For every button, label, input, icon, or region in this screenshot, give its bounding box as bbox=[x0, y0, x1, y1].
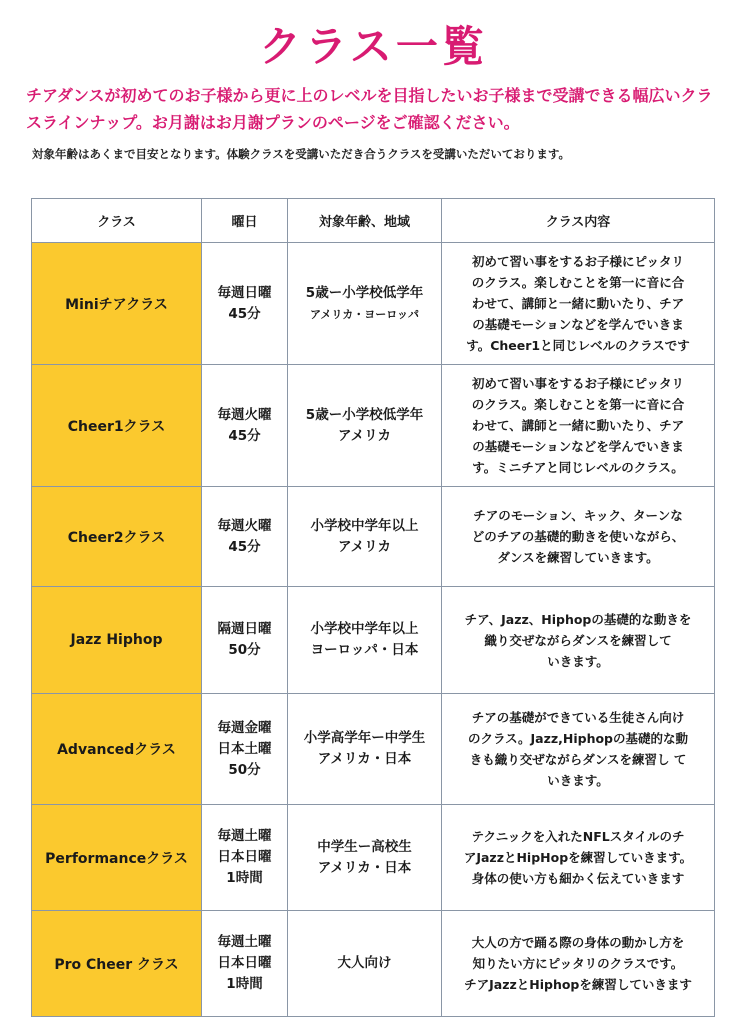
class-age-region bbox=[288, 911, 442, 1017]
desc-line: 初めて習い事をするお子様にピッタリ bbox=[471, 376, 684, 391]
desc-line: アJazzとHipHopを練習していきます。 bbox=[463, 850, 693, 865]
table-row bbox=[32, 243, 715, 365]
class-age-region bbox=[288, 487, 442, 587]
desc-line: わせて、講師と一緒に動いたり、チア bbox=[471, 296, 685, 311]
table-header-row bbox=[32, 199, 715, 243]
class-description bbox=[442, 487, 715, 587]
class-day bbox=[202, 911, 288, 1017]
header-day: 曜日 bbox=[202, 199, 288, 243]
desc-line: 知りたい方にピッタリのクラスです。 bbox=[472, 956, 684, 971]
day-line: 毎週土曜 bbox=[217, 828, 272, 844]
age-line: 小学校中学年以上 bbox=[310, 517, 419, 534]
region-line: アメリカ・日本 bbox=[317, 751, 412, 767]
region-line: アメリカ bbox=[337, 427, 392, 444]
class-description bbox=[442, 365, 715, 487]
desc-line: チア、Jazz、Hiphopの基礎的な動きを bbox=[464, 611, 692, 627]
class-table bbox=[31, 198, 715, 1017]
age-line: 中学生ー高校生 bbox=[317, 838, 412, 855]
class-day bbox=[202, 365, 288, 487]
desc-line: のクラス。Jazz,Hiphopの基礎的な動 bbox=[467, 731, 688, 746]
table-row bbox=[32, 694, 715, 805]
header-age-region: 対象年齢、地域 bbox=[288, 199, 442, 243]
desc-line: す。ミニチアと同じレベルのクラス。 bbox=[472, 460, 684, 475]
desc-line: チアのモーション、キック、ターンな bbox=[473, 508, 683, 523]
desc-line: 身体の使い方も細かく伝えていきます bbox=[471, 871, 685, 886]
table-row bbox=[32, 587, 715, 694]
age-line: 小学校中学年以上 bbox=[310, 621, 419, 637]
class-name: Pro Cheer クラス bbox=[32, 911, 202, 1017]
desc-line: 大人の方で踊る際の身体の動かし方を bbox=[471, 935, 685, 950]
desc-line: の基礎モーションなどを学んでいきま bbox=[472, 439, 684, 454]
desc-line: いきます。 bbox=[547, 653, 609, 669]
desc-line: きも織り交ぜながらダンスを練習し て bbox=[469, 752, 687, 767]
desc-line: のクラス。楽しむことを第一に音に合 bbox=[471, 275, 685, 290]
page-title: クラス一覧 bbox=[259, 22, 488, 71]
desc-line: チアJazzとHiphopを練習していきます bbox=[464, 977, 692, 992]
desc-line: わせて、講師と一緒に動いたり、チア bbox=[471, 418, 685, 433]
class-age-region bbox=[288, 243, 442, 365]
class-name: Cheer1クラス bbox=[32, 365, 202, 487]
class-day bbox=[202, 243, 288, 365]
day-line: 日本土曜 bbox=[217, 740, 272, 757]
day-line: 毎週日曜 bbox=[217, 284, 272, 301]
region-line: アメリカ・日本 bbox=[317, 859, 412, 876]
day-line: 45分 bbox=[228, 427, 261, 444]
desc-line: テクニックを入れたNFLスタイルのチ bbox=[471, 829, 685, 844]
header-content: クラス内容 bbox=[442, 199, 715, 243]
table-row bbox=[32, 365, 715, 487]
class-day bbox=[202, 487, 288, 587]
class-age-region bbox=[288, 587, 442, 694]
class-day bbox=[202, 587, 288, 694]
class-day bbox=[202, 805, 288, 911]
class-name: Cheer2クラス bbox=[32, 487, 202, 587]
desc-line: 織り交ぜながらダンスを練習して bbox=[484, 632, 672, 648]
class-description bbox=[442, 694, 715, 805]
intro-text: チアダンスが初めてのお子様から更に上のレベルを目指したいお子様まで受講できる幅広いクラスラインナップ。お月謝はお月謝プランのページをご確認ください。 bbox=[26, 86, 713, 132]
class-day bbox=[202, 694, 288, 805]
table-row bbox=[32, 805, 715, 911]
class-name: Jazz Hiphop bbox=[32, 587, 202, 694]
class-name: Advancedクラス bbox=[32, 694, 202, 805]
day-line: 50分 bbox=[228, 642, 261, 658]
class-age-region bbox=[288, 694, 442, 805]
day-line: 毎週土曜 bbox=[217, 934, 272, 950]
day-line: 毎週火曜 bbox=[217, 406, 272, 423]
day-line: 1時間 bbox=[226, 870, 263, 886]
desc-line: ダンスを練習していきます。 bbox=[497, 550, 659, 565]
age-note: 対象年齢はあくまで目安となります。体験クラスを受講いただき合うクラスを受講いただいております。 bbox=[32, 147, 570, 161]
desc-line: チアの基礎ができている生徒さん向け bbox=[471, 710, 685, 725]
class-description bbox=[442, 805, 715, 911]
day-line: 1時間 bbox=[226, 976, 263, 992]
day-line: 50分 bbox=[228, 761, 261, 778]
age-line: 5歳ー小学校低学年 bbox=[305, 406, 424, 423]
desc-line: いきます。 bbox=[547, 773, 609, 788]
desc-line: す。Cheer1と同じレベルのクラスです bbox=[466, 338, 690, 353]
desc-line: どのチアの基礎的動きを使いながら、 bbox=[471, 529, 685, 544]
day-line: 隔週日曜 bbox=[217, 621, 272, 637]
class-description bbox=[442, 243, 715, 365]
desc-line: のクラス。楽しむことを第一に音に合 bbox=[471, 397, 685, 412]
region-line: アメリカ bbox=[337, 538, 392, 555]
class-age-region bbox=[288, 365, 442, 487]
day-line: 45分 bbox=[228, 305, 261, 322]
class-name: Performanceクラス bbox=[32, 805, 202, 911]
class-description bbox=[442, 911, 715, 1017]
day-line: 日本日曜 bbox=[217, 849, 272, 865]
age-line: 大人向け bbox=[337, 955, 392, 971]
region-line: ヨーロッパ・日本 bbox=[310, 642, 419, 658]
class-description bbox=[442, 587, 715, 694]
day-line: 45分 bbox=[228, 538, 261, 555]
day-line: 毎週火曜 bbox=[217, 517, 272, 534]
day-line: 毎週金曜 bbox=[217, 719, 272, 736]
desc-line: 初めて習い事をするお子様にピッタリ bbox=[471, 254, 684, 269]
class-name: Miniチアクラス bbox=[32, 243, 202, 365]
class-age-region bbox=[288, 805, 442, 911]
age-line: 5歳ー小学校低学年 bbox=[305, 284, 424, 301]
header-class: クラス bbox=[32, 199, 202, 243]
table-row bbox=[32, 487, 715, 587]
table-row bbox=[32, 911, 715, 1017]
region-line: アメリカ・ヨーロッパ bbox=[309, 307, 419, 321]
age-line: 小学高学年ー中学生 bbox=[303, 730, 426, 746]
day-line: 日本日曜 bbox=[217, 955, 272, 971]
desc-line: の基礎モーションなどを学んでいきま bbox=[472, 317, 684, 332]
